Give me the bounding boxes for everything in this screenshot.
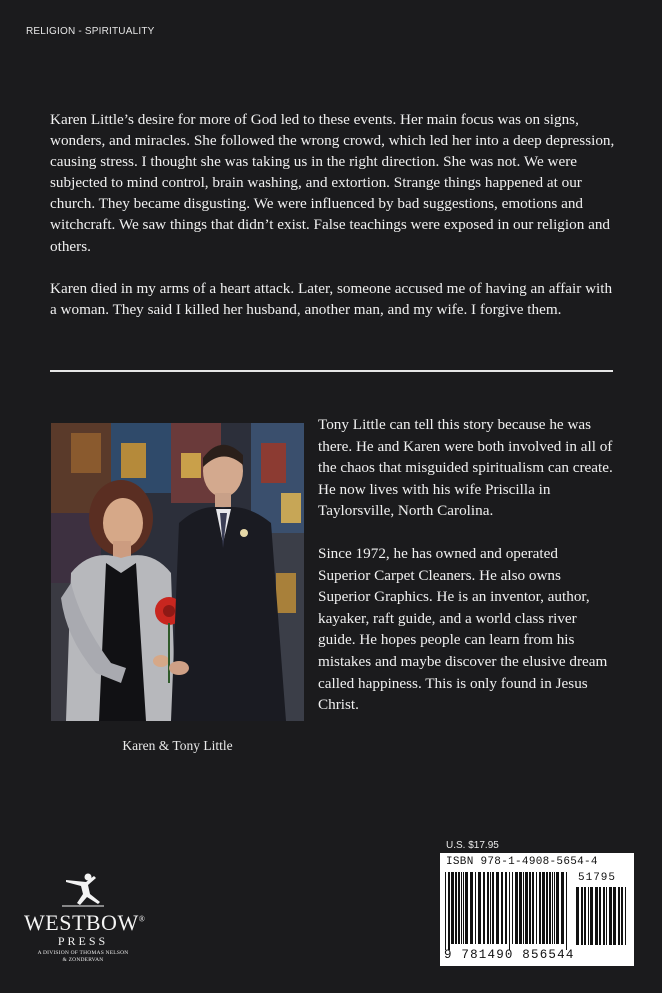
publisher-name-text: WESTBOW — [24, 910, 139, 935]
barcode-bar — [539, 872, 541, 944]
barcode-bar — [588, 887, 589, 945]
publisher-division-line-2: & ZONDERVAN — [62, 957, 104, 963]
addon-barcode — [576, 887, 628, 947]
ean-barcode — [445, 872, 573, 950]
barcode-box — [440, 853, 634, 966]
barcode-bar — [451, 872, 454, 944]
blurb-paragraph-2: Karen died in my arms of a heart attack. Later, someone accused me of having an affair with a woman. They said I killed her husband, another man, and my wife. I forgive them. — [50, 279, 613, 318]
barcode-bar — [525, 872, 528, 944]
barcode-bar — [461, 872, 462, 944]
barcode-bar — [552, 872, 553, 944]
barcode-bar — [618, 887, 620, 945]
barcode-bar — [609, 887, 612, 945]
addon-digits: 51795 — [578, 872, 617, 884]
barcode-bar — [603, 887, 605, 945]
price-label: U.S. $17.95 — [446, 840, 499, 851]
barcode-bar — [523, 872, 524, 944]
barcode-bar — [458, 872, 460, 944]
barcode-bar — [554, 872, 555, 944]
barcode-bar — [606, 887, 607, 945]
barcode-bar — [483, 872, 485, 944]
author-photo — [51, 423, 304, 721]
divider-rule — [50, 370, 613, 372]
barcode-bar — [556, 872, 559, 944]
barcode-bar — [465, 872, 468, 944]
publisher-name — [24, 910, 164, 936]
barcode-bar — [532, 872, 534, 944]
back-cover-blurb — [50, 109, 615, 341]
barcode-bar — [584, 887, 586, 945]
barcode-bar — [536, 872, 537, 944]
barcode-bar — [478, 872, 481, 944]
barcode-bar — [561, 872, 564, 944]
barcode-bar — [549, 872, 551, 944]
barcode-bar — [515, 872, 518, 944]
bio-paragraph-2: Since 1972, he has owned and operated Superior Carpet Cleaners. He also owns Superior Graphics. He is an inventor, author, kayaker, raft guide, and a world class river guide. He hopes people can learn from his mistakes and maybe discover the elusive dream called happiness. This is only found in Jesus Christ. — [318, 544, 608, 714]
blurb-paragraph-1: Karen Little’s desire for more of God led to these events. Her main focus was on signs, wonders, and miracles. She followed the wrong crowd, which led her into a deep depression, causing stress. I thought she was taking us in the right direction. She was not. We were subjected to mind control, brain washing, and extortion. Strange things happened at our church. They became disgusting. We were influenced by bad suggestions, emotions and witchcraft. We saw things that didn’t exist. False teachings were exposed in our religion and others. — [50, 111, 615, 255]
barcode-bar — [445, 872, 446, 950]
trademark-symbol: ® — [138, 914, 146, 924]
publisher-division-line-1: A DIVISION OF THOMAS NELSON — [37, 950, 129, 956]
barcode-bar — [501, 872, 503, 944]
barcode-bar — [496, 872, 499, 944]
barcode-bar — [519, 872, 522, 944]
barcode-bar — [512, 872, 513, 944]
barcode-bar — [599, 887, 601, 945]
publisher-logo — [24, 872, 164, 972]
publisher-press: PRESS — [57, 934, 109, 948]
barcode-bar — [576, 887, 579, 945]
barcode-bar — [529, 872, 531, 944]
barcode-bar — [546, 872, 548, 944]
bio-paragraph-1: Tony Little can tell this story because he was there. He and Karen were both involved in all of the chaos that misguided spiritualism can create. He now lives with his wife Priscilla in Taylorsville, North Carolina. — [318, 416, 613, 520]
barcode-bar — [505, 872, 507, 944]
barcode-bar — [595, 887, 598, 945]
barcode-bar — [625, 887, 626, 945]
barcode-bar — [492, 872, 494, 944]
barcode-bar — [448, 872, 450, 950]
barcode-bar — [463, 872, 464, 944]
ean-digits: 9 781490 856544 — [444, 948, 575, 962]
barcode-bar — [509, 872, 510, 950]
figure-icon — [60, 872, 106, 908]
barcode-bar — [470, 872, 473, 944]
barcode-bar — [581, 887, 583, 945]
barcode-bar — [490, 872, 491, 944]
barcode-bar — [455, 872, 457, 944]
author-bio — [318, 414, 614, 737]
barcode-bar — [487, 872, 489, 944]
barcode-bar — [566, 872, 567, 950]
photo-caption: Karen & Tony Little — [122, 738, 233, 753]
barcode-bar — [621, 887, 623, 945]
barcode-bar — [590, 887, 593, 945]
barcode-bar — [542, 872, 545, 944]
barcode-bar — [475, 872, 476, 944]
category-label: RELIGION - SPIRITUALITY — [26, 26, 155, 37]
barcode-bar — [613, 887, 616, 945]
isbn-text: ISBN 978-1-4908-5654-4 — [446, 856, 598, 868]
